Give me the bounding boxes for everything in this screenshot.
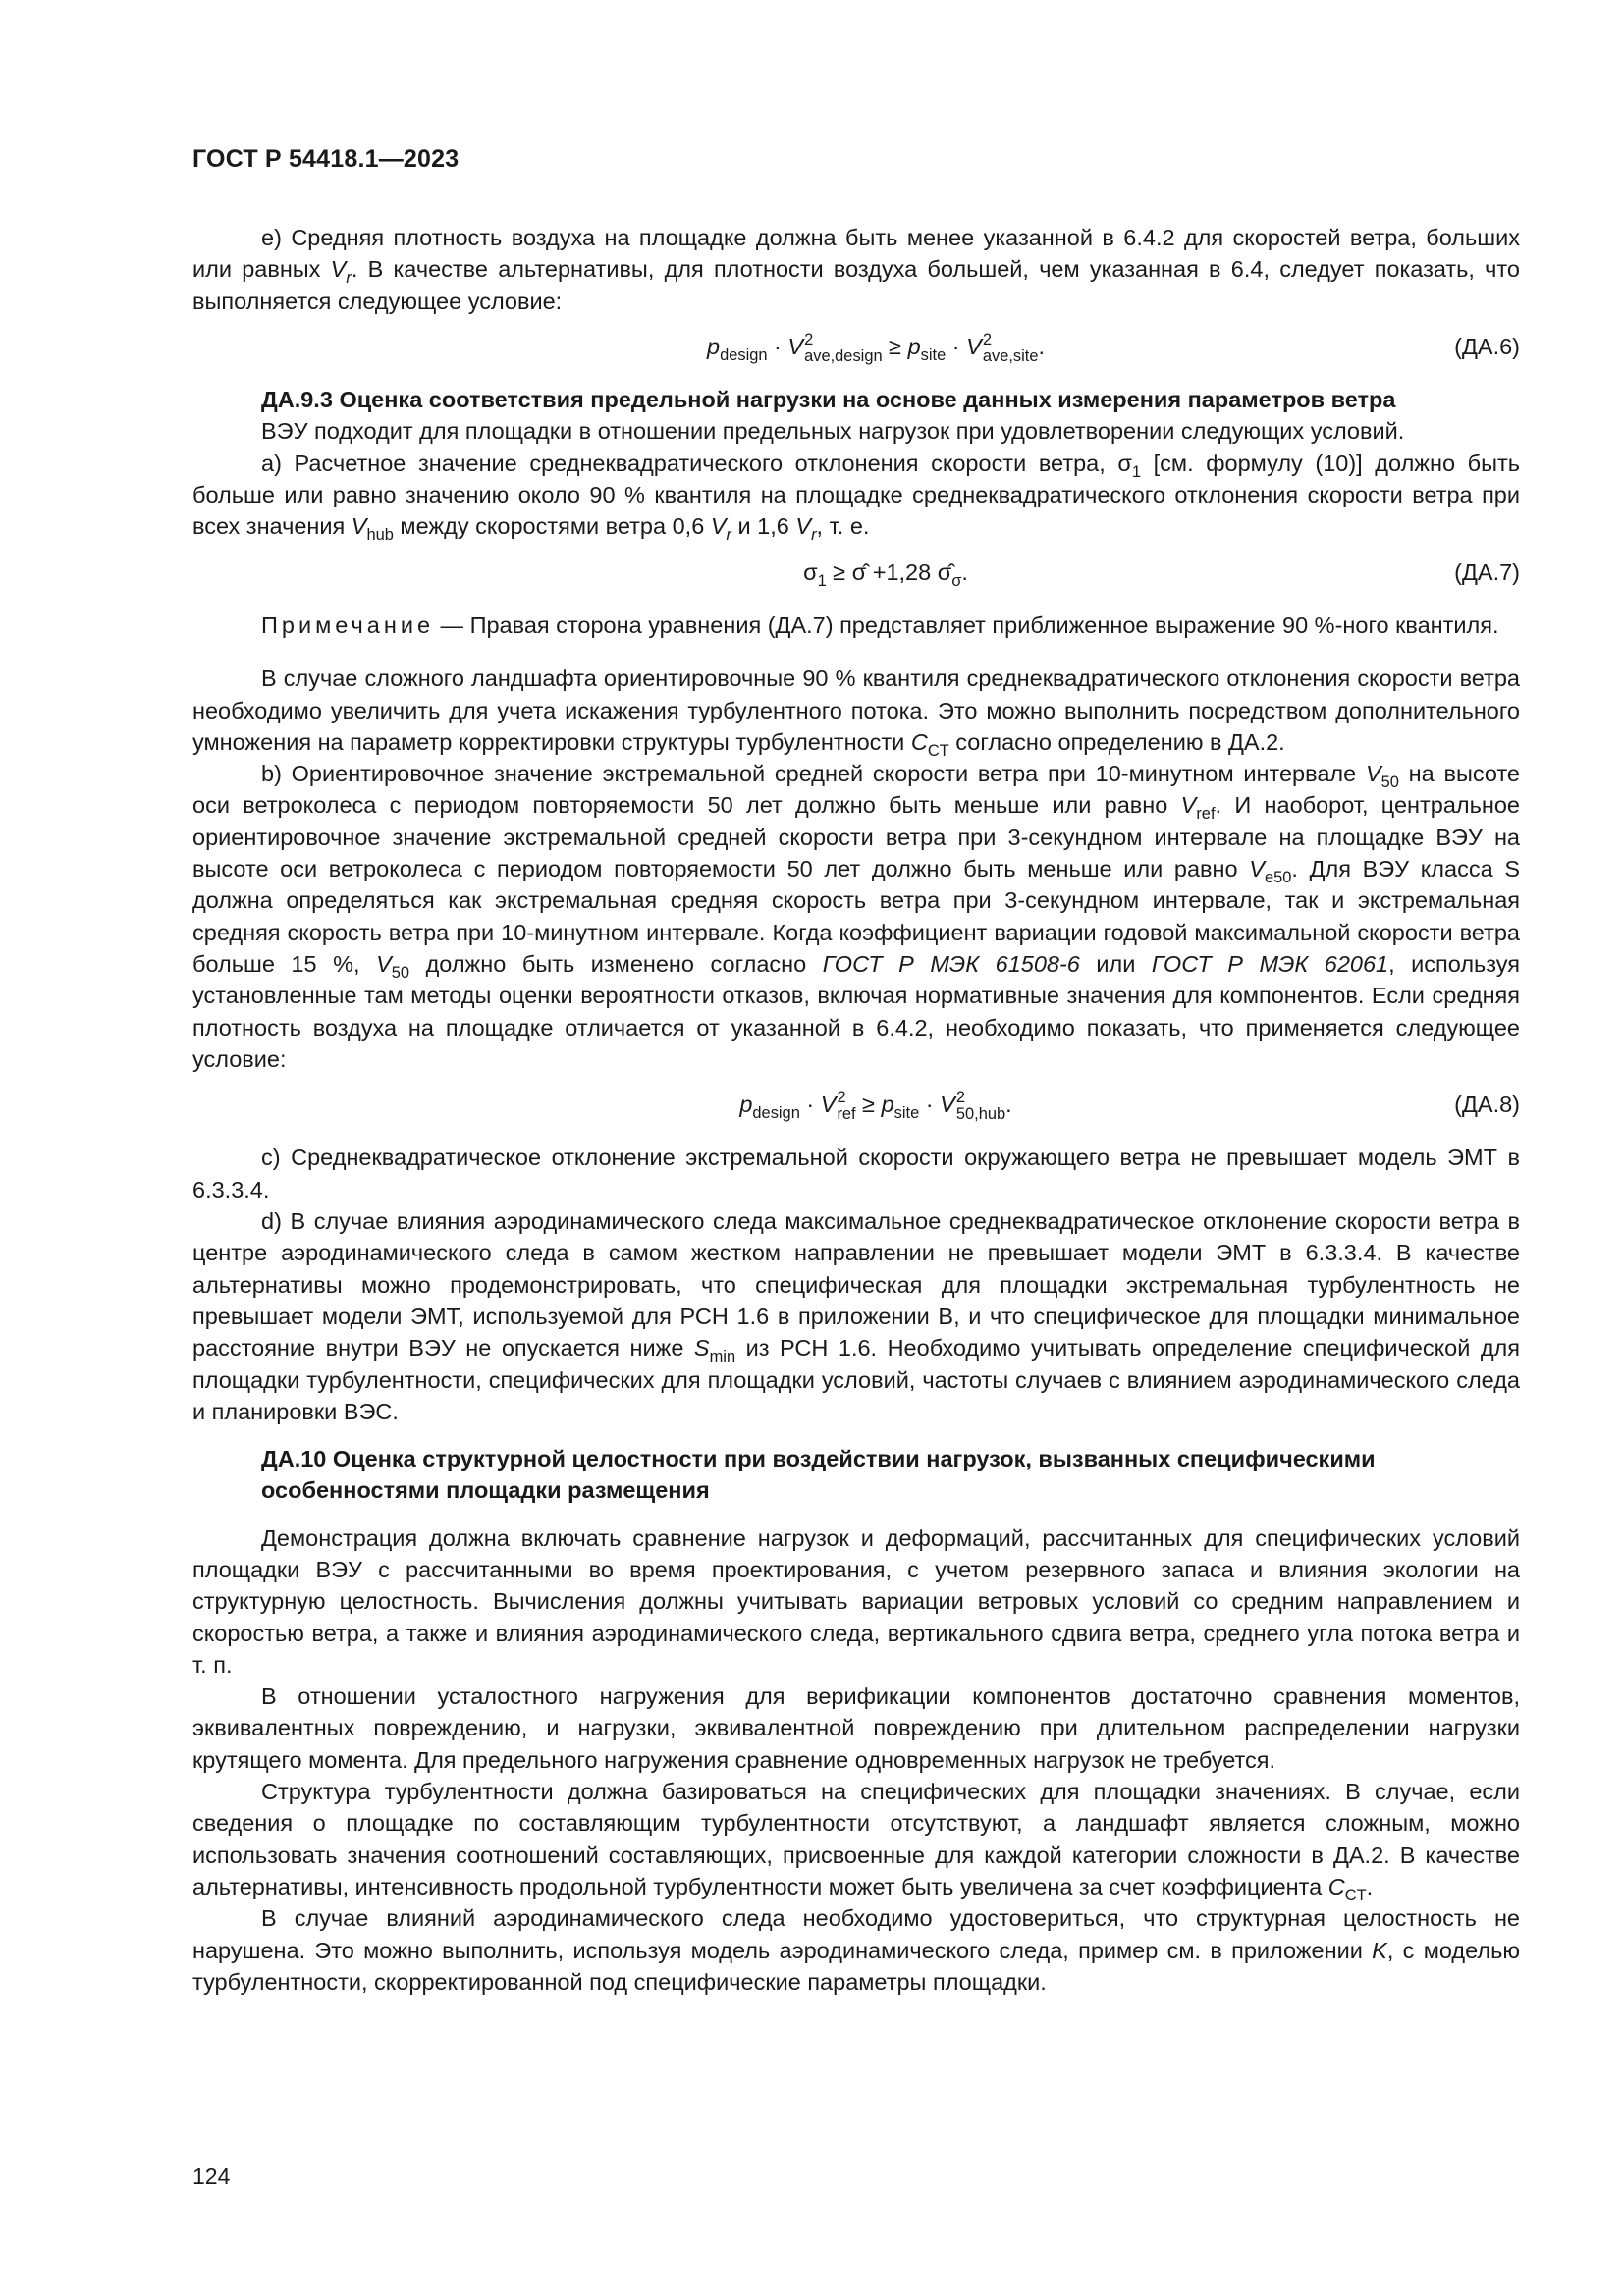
item-e: e) Средняя плотность воздуха на площадке должна быть менее указанной в 6.4.2 для скоростей ветра, больших или равных $V_r$. В качестве альтернативы, для плотности воздуха большей, чем указанная в 6.4, следует показать, что выполняется следующее условие: bbox=[192, 225, 1520, 314]
paragraph-da10-4: В случае влияний аэродинамического следа необходимо удостовериться, что структурная целостность не нарушена. Это можно выполнить, используя модель аэродинамического следа, пример см. в приложении K, с моделью турбулентности, скорректированной под специфические параметры площадки. bbox=[192, 1905, 1520, 1995]
page-number: 124 bbox=[192, 2163, 231, 2189]
note: Примечание — Правая сторона уравнения (ДА.7) представляет приближенное выражение 90 %-ного квантиля. bbox=[261, 612, 1499, 638]
item-b: b) Ориентировочное значение экстремальной средней скорости ветра при 10-минутном интервале $V_{50}$ на высоте оси ветроколеса с периодом повторяемости 50 лет должно быть меньше или равно $V_{ref}$. И наоборот, центральное ориентировочное значение экстремальной средней скорости ветра при 3-секундном интервале на площадке ВЭУ на высоте оси ветроколеса с периодом повторяемости 50 лет должно быть меньше или равно $V_{e50}$. Для ВЭУ класса S должна определяться как экстремальная средняя скорость ветра при 3-секундном интервале, так и экстремальная средняя скорость ветра при 10-минутном интервале. Когда коэффициент вариации годовой максимальной скорости ветра больше 15 %, $V_{50}$ должно быть изменено согласно ГОСТ Р МЭК 61508-6 или ГОСТ Р МЭК 62061, используя установленные там методы оценки вероятности отказов, включая нормативные значения для компонентов. Если средняя плотность воздуха на площадке отличается от указанной в 6.4.2, необходимо показать, что применяется следующее условие: bbox=[192, 761, 1521, 1072]
paragraph-complex-terrain: В случае сложного ландшафта ориентировочные 90 % квантиля среднеквадратического отклонения скорости ветра необходимо увеличить для учета искажения турбулентного потока. Это можно выполнить посредством дополнительного умножения на параметр корректировки структуры турбулентности $C_{CT}$ согласно определению в ДА.2. bbox=[192, 666, 1520, 760]
item-d: d) В случае влияния аэродинамического следа максимальное среднеквадратическое отклонение скорости ветра в центре аэродинамического следа в самом жестком направлении не превышает модели ЭМТ в 6.3.3.4. В качестве альтернативы можно продемонстрировать, что специфическая для площадки экстремальная турбулентность не превышает модели ЭМТ, используемой для РСН 1.6 в приложении В, и что специфическое для площадки минимальное расстояние внутри ВЭУ не опускается ниже $S_{min}$ из РСН 1.6. Необходимо учитывать определение специфической для площадки турбулентности, специфических для площадки условий, частоты случаев с влиянием аэродинамического следа и планировки ВЭС. bbox=[192, 1208, 1520, 1424]
formula-da7-expression: $\sigma_1$ ≥ σ̂ +1,28 $\sigmâ_\sigma$. bbox=[803, 559, 968, 590]
formula-da7 bbox=[192, 557, 1520, 588]
page-body bbox=[192, 222, 1520, 1998]
paragraph-da10-3: Структура турбулентности должна базироваться на специфических для площадки значениях. В случае, если сведения о площадке по составляющим турбулентности отсутствуют, а ландшафт является сложным, можно использовать значения соотношений составляющих, присвоенные для каждой категории сложности в ДА.2. В качестве альтернативы, интенсивность продольной турбулентности может быть увеличена за счет коэффициента $C_{CT}$. bbox=[192, 1779, 1520, 1904]
formula-da8-expression: $p_{design} \cdot V$ 2 ref ≥ $p_{site} \cdot V$ 2 50,hub . bbox=[739, 1089, 1012, 1123]
item-c: c) Среднеквадратическое отклонение экстремальной скорости окружающего ветра не превышает модель ЭМТ в 6.3.3.4. bbox=[192, 1145, 1520, 1202]
item-a: a) Расчетное значение среднеквадратического отклонения скорости ветра, $\sigma_1$ [см. формулу (10)] должно быть больше или равно значению около 90 % квантиля на площадке среднеквадратического отклонения скорости ветра при всех значения $V_{hub}$ между скоростями ветра 0,6 $V_r$ и 1,6 $V_r$, т. е. bbox=[192, 450, 1521, 545]
section-heading-da10: ДА.10 Оценка структурной целостности при воздействии нагрузок, вызванных специфическими особенностями площадки размещения bbox=[261, 1446, 1376, 1504]
formula-da7-number: (ДА.7) bbox=[1454, 559, 1520, 585]
formula-da8-number: (ДА.8) bbox=[1454, 1092, 1520, 1118]
document-header: ГОСТ Р 54418.1—2023 bbox=[192, 145, 460, 173]
paragraph-da10-1: Демонстрация должна включать сравнение нагрузок и деформаций, рассчитанных для специфических условий площадки ВЭУ с рассчитанными во время проектирования, с учетом резервного запаса и влияния экологии на структурную целостность. Вычисления должны учитывать вариации ветровых условий со средним направлением и скоростью ветра, а также и влияния аэродинамического следа, вертикального сдвига ветра, среднего угла потока ветра и т. п. bbox=[192, 1524, 1520, 1678]
formula-da6-expression: $p_{design} \cdot V$ 2 ave,design ≥ $p_{site} \cdot V$ 2 ave,site . bbox=[706, 331, 1046, 365]
formula-da8 bbox=[192, 1089, 1520, 1123]
paragraph-da93: ВЭУ подходит для площадки в отношении предельных нагрузок при удовлетворении следующих условий. bbox=[261, 418, 1405, 445]
section-heading-da93: ДА.9.3 Оценка соответствия предельной нагрузки на основе данных измерения параметров ветра bbox=[261, 387, 1396, 413]
formula-da6 bbox=[192, 331, 1520, 365]
paragraph-da10-2: В отношении усталостного нагружения для верификации компонентов достаточно сравнения моментов, эквивалентных повреждению, и нагрузки, эквивалентной повреждению при длительном распределении нагрузки крутящего момента. Для предельного нагружения сравнение одновременных нагрузок не требуется. bbox=[192, 1683, 1520, 1773]
formula-da6-number: (ДА.6) bbox=[1454, 333, 1520, 359]
